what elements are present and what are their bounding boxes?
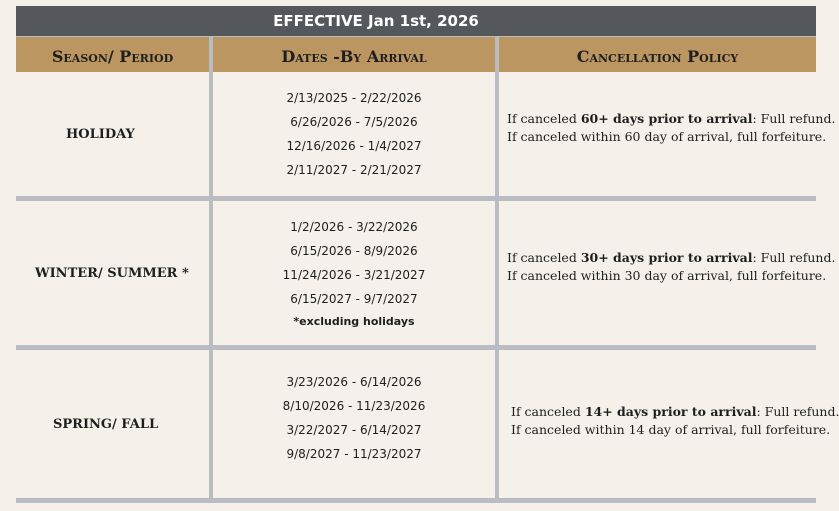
policy-cell [499, 72, 836, 196]
date-range: 11/24/2026 - 3/21/2027 [282, 268, 426, 282]
date-range: 6/15/2027 - 9/7/2027 [290, 292, 418, 306]
season-cell [16, 201, 209, 345]
date-range: 3/23/2026 - 6/14/2026 [286, 375, 422, 389]
header-dates: Dates -By Arrival [213, 37, 495, 75]
date-range: 2/11/2027 - 2/21/2027 [286, 163, 422, 177]
date-range: 2/13/2025 - 2/22/2026 [286, 91, 422, 105]
season-label: HOLIDAY [66, 126, 135, 142]
season-cell [16, 72, 209, 196]
policy-line-refund: If canceled 14+ days prior to arrival: Full refund. [511, 404, 839, 419]
season-label: WINTER/ SUMMER * [35, 265, 189, 281]
cancellation-policy-table [16, 6, 839, 503]
policy-line-refund: If canceled 30+ days prior to arrival: Full refund. [507, 250, 836, 265]
dates-cell [213, 201, 495, 345]
season-label: SPRING/ FALL [53, 416, 159, 432]
policy-line-forfeiture: If canceled within 60 day of arrival, full forfeiture. [507, 129, 827, 144]
policy-line-forfeiture: If canceled within 30 day of arrival, full forfeiture. [507, 268, 827, 283]
date-range: 9/8/2027 - 11/23/2027 [286, 447, 422, 461]
dates-cell [213, 350, 495, 498]
policy-cell [499, 201, 836, 345]
effective-date-title: EFFECTIVE Jan 1st, 2026 [16, 6, 816, 36]
season-cell [16, 350, 209, 498]
date-range: 6/15/2026 - 8/9/2026 [290, 244, 418, 258]
date-range: 6/26/2026 - 7/5/2026 [290, 115, 418, 129]
dates-cell [213, 72, 495, 196]
policy-line-forfeiture: If canceled within 14 day of arrival, full forfeiture. [511, 422, 831, 437]
holiday-exclusion-note: *excluding holidays [293, 315, 415, 328]
policy-line-refund: If canceled 60+ days prior to arrival: Full refund. [507, 111, 836, 126]
header-policy: Cancellation Policy [499, 37, 816, 75]
date-range: 3/22/2027 - 6/14/2027 [286, 423, 422, 437]
date-range: 12/16/2026 - 1/4/2027 [286, 139, 422, 153]
policy-cell [499, 350, 839, 498]
header-season: Season/ Period [16, 37, 209, 75]
date-range: 1/2/2026 - 3/22/2026 [290, 220, 418, 234]
date-range: 8/10/2026 - 11/23/2026 [282, 399, 426, 413]
